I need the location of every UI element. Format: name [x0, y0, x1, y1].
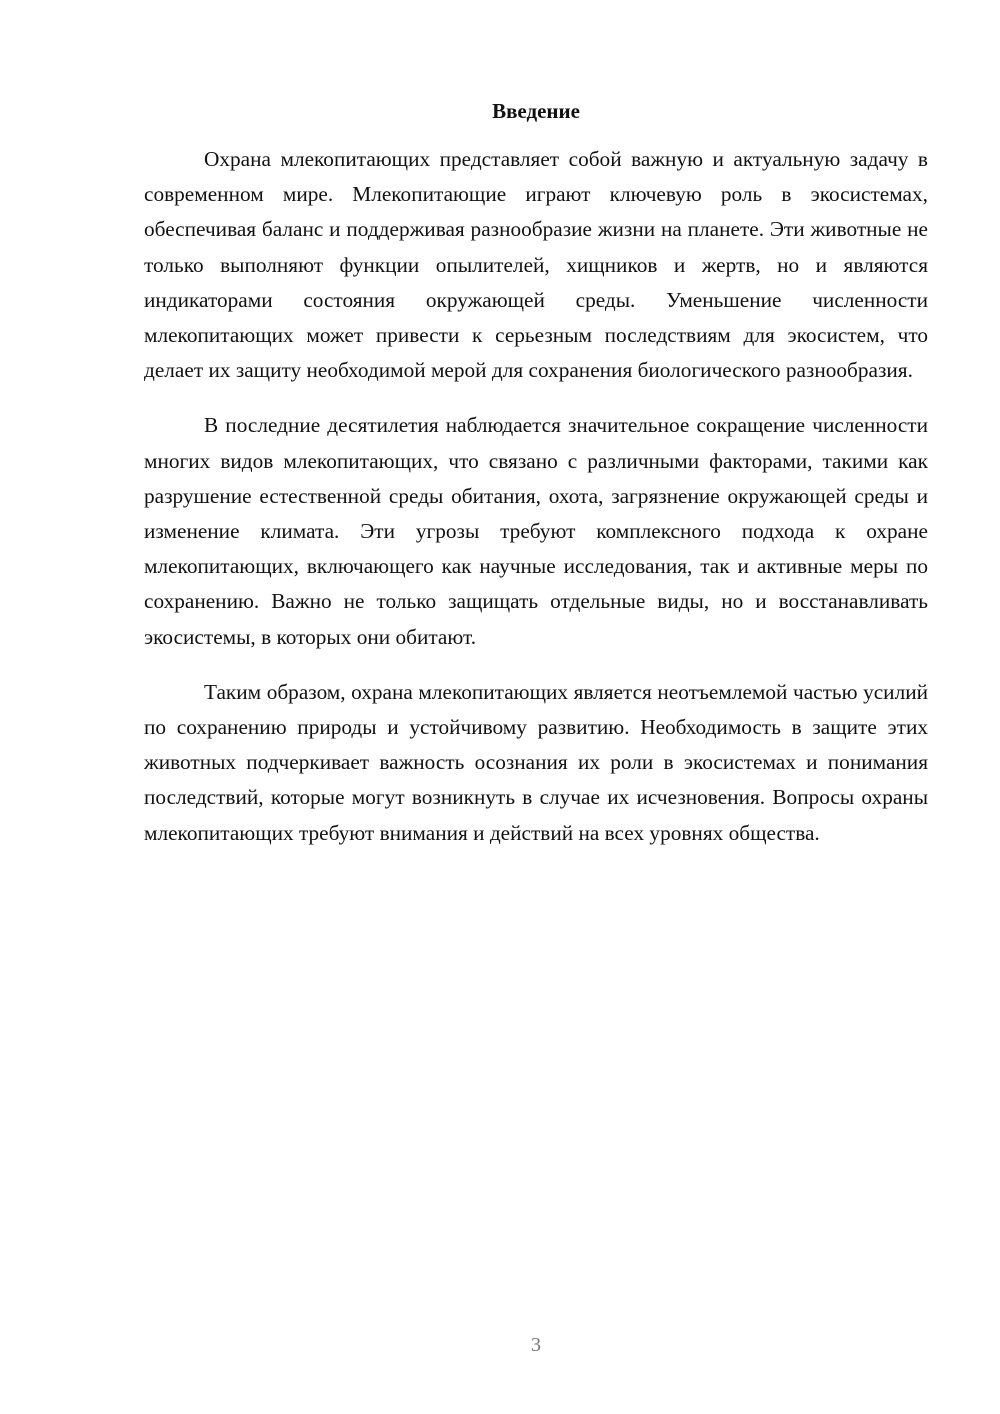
paragraph-2: В последние десятилетия наблюдается значительное сокращение численности многих видов млекопитающих, что связано с различными факторами, такими как разрушение естественной среды обитания, охота, загрязнение окружающей среды и изменение климата. Эти угрозы требуют комплексного подхода к охране млекопитающих, включающего как научные исследования, так и активные меры по сохранению. Важно не только защищать отдельные виды, но и восстанавливать экосистемы, в которых они обитают.: [144, 413, 928, 649]
section-title: Введение: [492, 99, 580, 123]
document-body: [144, 142, 928, 871]
page-number: 3: [531, 1334, 541, 1356]
paragraph-3: Таким образом, охрана млекопитающих является неотъемлемой частью усилий по сохранению природы и устойчивому развитию. Необходимость в защите этих животных подчеркивает важность осознания их роли в экосистемах и понимания последствий, которые могут возникнуть в случае их исчезновения. Вопросы охраны млекопитающих требуют внимания и действий на всех уровнях общества.: [144, 679, 928, 845]
paragraph-1: Охрана млекопитающих представляет собой важную и актуальную задачу в современном мире. Млекопитающие играют ключевую роль в экосистемах, обеспечивая баланс и поддерживая разнообразие жизни на планете. Эти животные не только выполняют функции опылителей, хищников и жертв, но и являются индикаторами состояния окружающей среды. Уменьшение численности млекопитающих может привести к серьезным последствиям для экосистем, что делает их защиту необходимой мерой для сохранения биологического разнообразия.: [144, 147, 928, 383]
